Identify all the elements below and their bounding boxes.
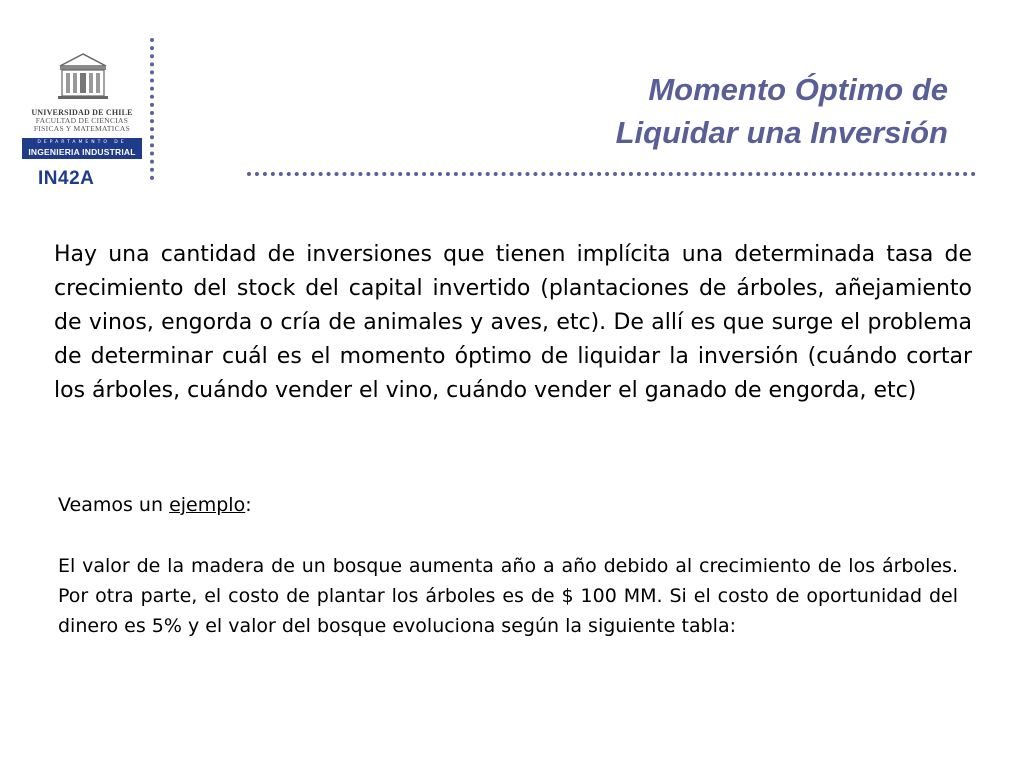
- horizontal-dotted-divider: [247, 172, 976, 176]
- example-prefix: Veamos un: [58, 494, 170, 516]
- university-name: UNIVERSIDAD DE CHILE: [31, 108, 133, 117]
- department-band: [22, 138, 142, 159]
- example-heading: [58, 494, 252, 516]
- faculty-line2: FISICAS Y MATEMATICAS: [33, 124, 131, 133]
- building-icon: [56, 52, 110, 100]
- page-title: [616, 68, 948, 154]
- course-code: IN42A: [38, 168, 95, 189]
- vertical-dotted-divider: [150, 38, 154, 180]
- department-label: DEPARTAMENTO DE: [37, 140, 127, 145]
- faculty-line1: FACULTAD DE CIENCIAS: [35, 116, 129, 125]
- department-name: INGENIERIA INDUSTRIAL: [28, 147, 136, 157]
- example-paragraph: El valor de la madera de un bosque aumenta año a año debido al crecimiento de los árboles. Por otra parte, el costo de plantar los árboles es de $ 100 MM. Si el costo de oportunidad del dinero es 5% y el valor del bosque evoluciona según la siguiente tabla:: [58, 555, 958, 637]
- title-line2: Liquidar una Inversión: [615, 115, 948, 150]
- title-line1: Momento Óptimo de: [648, 72, 948, 107]
- example-suffix: :: [245, 494, 252, 516]
- university-logo: [22, 50, 142, 170]
- faculty-name: [22, 117, 142, 133]
- intro-paragraph: Hay una cantidad de inversiones que tienen implícita una determinada tasa de crecimiento del stock del capital invertido (plantaciones de árboles, añejamiento de vinos, engorda o cría de animales y aves, etc). De allí es que surge el problema de determinar cuál es el momento óptimo de liquidar la inversión (cuándo cortar los árboles, cuándo vender el vino, cuándo vender el ganado de engorda, etc): [54, 242, 972, 403]
- example-word: ejemplo: [169, 494, 246, 516]
